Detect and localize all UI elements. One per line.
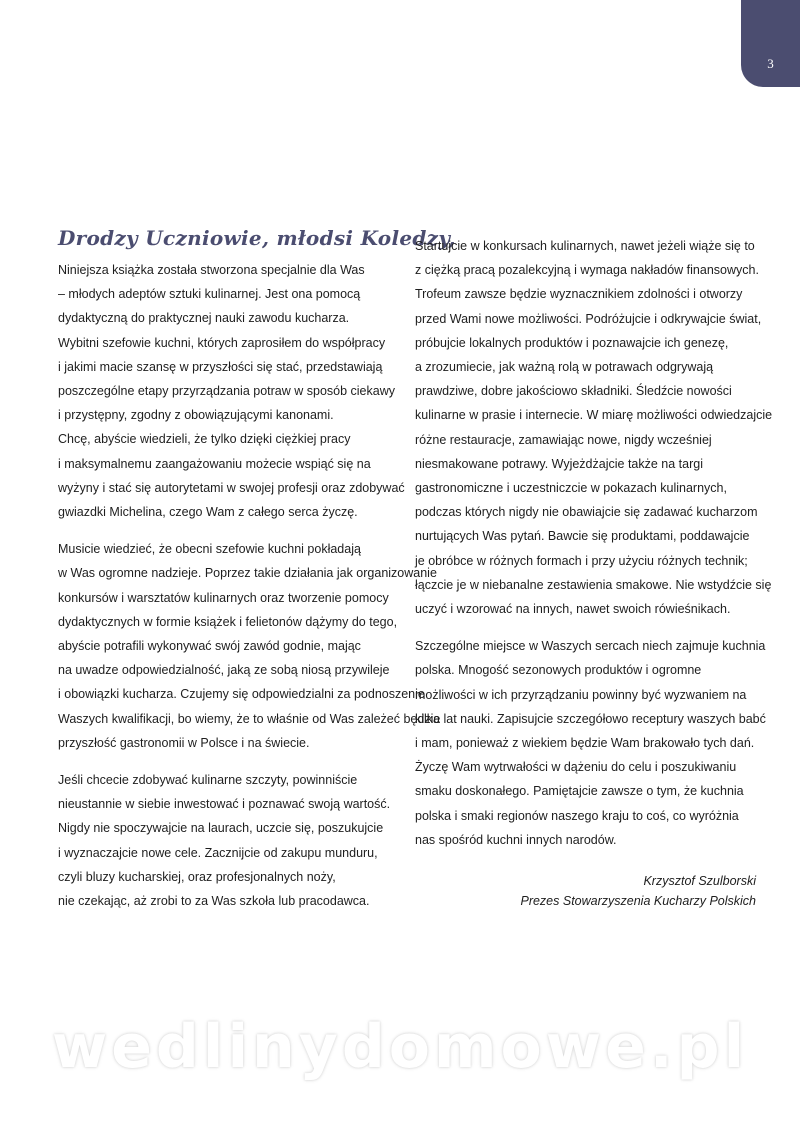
- text-line: Szczególne miejsce w Waszych sercach niech zajmuje kuchnia: [415, 639, 766, 654]
- letter-heading: Drodzy Uczniowie, młodsi Koledzy,: [58, 226, 456, 250]
- text-line: i jakimi macie szansę w przyszłości się stać, przedstawiają: [58, 359, 383, 374]
- signature-name: Krzysztof Szulborski: [643, 874, 756, 888]
- signature-title: Prezes Stowarzyszenia Kucharzy Polskich: [520, 894, 756, 908]
- text-line: nas spośród kuchni innych narodów.: [415, 832, 617, 847]
- text-line: Chcę, abyście wiedzieli, że tylko dzięki ciężkiej pracy: [58, 432, 351, 447]
- paragraph: [415, 234, 773, 621]
- text-line: i mam, ponieważ z wiekiem będzie Wam brakowało tych dań.: [415, 736, 755, 751]
- signature-block: [520, 871, 756, 911]
- text-line: uczyć i wzorować na innych, nawet swoich rówieśnikach.: [415, 602, 731, 617]
- text-line: Niniejsza książka została stworzona specjalnie dla Was: [58, 263, 365, 277]
- text-line: nieustannie w siebie inwestować i poznawać swoją wartość.: [58, 797, 391, 812]
- text-line: łączcie je w niebanalne zestawienia smakowe. Nie wstydźcie się: [415, 577, 772, 592]
- text-line: i maksymalnemu zaangażowaniu możecie wspiąć się na: [58, 456, 371, 471]
- text-line: Życzę Wam wytrwałości w dążeniu do celu i poszukiwaniu: [415, 760, 737, 775]
- right-column: [415, 234, 773, 865]
- text-line: – młodych adeptów sztuki kulinarnej. Jest ona pomocą: [58, 287, 361, 302]
- page-number: 3: [767, 56, 774, 71]
- text-line: polska i smaki regionów naszego kraju to coś, co wyróżnia: [415, 808, 739, 823]
- text-line: Trofeum zawsze będzie wyznacznikiem zdolności i otworzy: [415, 287, 743, 302]
- text-line: i przystępny, zgodny z obowiązującymi kanonami.: [58, 408, 334, 423]
- text-line: różne restauracje, zamawiając nowe, nigdy wcześniej: [415, 432, 712, 447]
- text-line: i wyznaczajcie nowe cele. Zacznijcie od zakupu munduru,: [58, 845, 378, 860]
- text-line: niesmakowane potrawy. Wyjeżdżajcie także na targi: [415, 456, 703, 471]
- text-line: kulinarne w prasie i internecie. W miarę możliwości odwiedzajcie: [415, 408, 773, 423]
- text-line: i obowiązki kucharza. Czujemy się odpowiedzialni za podnoszenie: [58, 687, 425, 702]
- text-line: dydaktyczną do praktycznej nauki zawodu kucharza.: [58, 311, 350, 326]
- paragraph: [415, 634, 766, 852]
- text-line: Waszych kwalifikacji, bo wiemy, że to właśnie od Was zależeć będzie: [58, 711, 441, 726]
- text-line: w Was ogromne nadzieje. Poprzez takie działania jak organizowanie: [58, 566, 437, 581]
- text-line: dydaktycznych w formie książek i felietonów dążymy do tego,: [58, 614, 398, 629]
- text-line: na uwadze odpowiedzialność, jaką ze sobą niosą przywileje: [58, 663, 390, 678]
- text-line: poszczególne etapy przyrządzania potraw w sposób ciekawy: [58, 384, 395, 399]
- paragraph: [58, 537, 441, 755]
- text-line: abyście potrafili wykonywać swój zawód godnie, mając: [58, 639, 361, 654]
- text-line: konkursów i warsztatów kulinarnych oraz tworzenie pomocy: [58, 590, 389, 605]
- text-line: kilka lat nauki. Zapisujcie szczegółowo receptury waszych babć: [415, 711, 766, 726]
- text-line: czyli bluzy kucharskiej, oraz profesjonalnych noży,: [58, 869, 336, 884]
- text-line: z ciężką pracą pozalekcyjną i wymaga nakładów finansowych.: [415, 263, 759, 278]
- text-line: Startujcie w konkursach kulinarnych, nawet jeżeli wiąże się to: [415, 239, 755, 253]
- text-line: przyszłość gastronomii w Polsce i na świecie.: [58, 735, 310, 750]
- page-number-tab: [741, 0, 800, 87]
- text-line: możliwości w ich przyrządzaniu powinny być wyzwaniem na: [415, 687, 747, 702]
- watermark-text: wedlinydomowe.pl: [51, 1012, 749, 1082]
- text-line: nie czekając, aż zrobi to za Was szkoła lub pracodawca.: [58, 894, 370, 909]
- text-line: podczas których nigdy nie obawiajcie się zadawać kucharzom: [415, 505, 758, 520]
- text-line: polska. Mnogość sezonowych produktów i ogromne: [415, 663, 702, 678]
- text-line: próbujcie lokalnych produktów i poznawajcie ich genezę,: [415, 335, 729, 350]
- text-line: a zrozumiecie, jak ważną rolą w potrawach odgrywają: [415, 360, 714, 375]
- text-line: gastronomiczne i uczestniczcie w pokazach kulinarnych,: [415, 481, 727, 496]
- paragraph: [58, 768, 398, 913]
- text-line: Wybitni szefowie kuchni, których zaprosiłem do współpracy: [58, 335, 386, 350]
- text-line: wyżyny i stać się autorytetami w swojej profesji oraz zdobywać: [58, 480, 405, 495]
- text-line: Nigdy nie spoczywajcie na laurach, uczcie się, poszukujcie: [58, 821, 384, 836]
- text-line: gwiazdki Michelina, czego Wam z całego serca życzę.: [58, 505, 358, 520]
- paragraph: [58, 258, 405, 524]
- text-line: Jeśli chcecie zdobywać kulinarne szczyty, powinniście: [58, 773, 358, 788]
- text-line: prawdziwe, dobre jakościowo składniki. Śledźcie nowości: [415, 384, 732, 399]
- text-line: przed Wami nowe możliwości. Podróżujcie i odkrywajcie świat,: [415, 311, 762, 326]
- text-line: nurtujących Was pytań. Bawcie się produktami, poddawajcie: [415, 529, 750, 544]
- left-column: [58, 258, 441, 926]
- text-line: smaku doskonałego. Pamiętajcie zawsze o tym, że kuchnia: [415, 784, 744, 799]
- text-line: Musicie wiedzieć, że obecni szefowie kuchni pokładają: [58, 542, 361, 557]
- text-line: je obróbce w różnych formach i przy użyciu różnych technik;: [415, 553, 748, 568]
